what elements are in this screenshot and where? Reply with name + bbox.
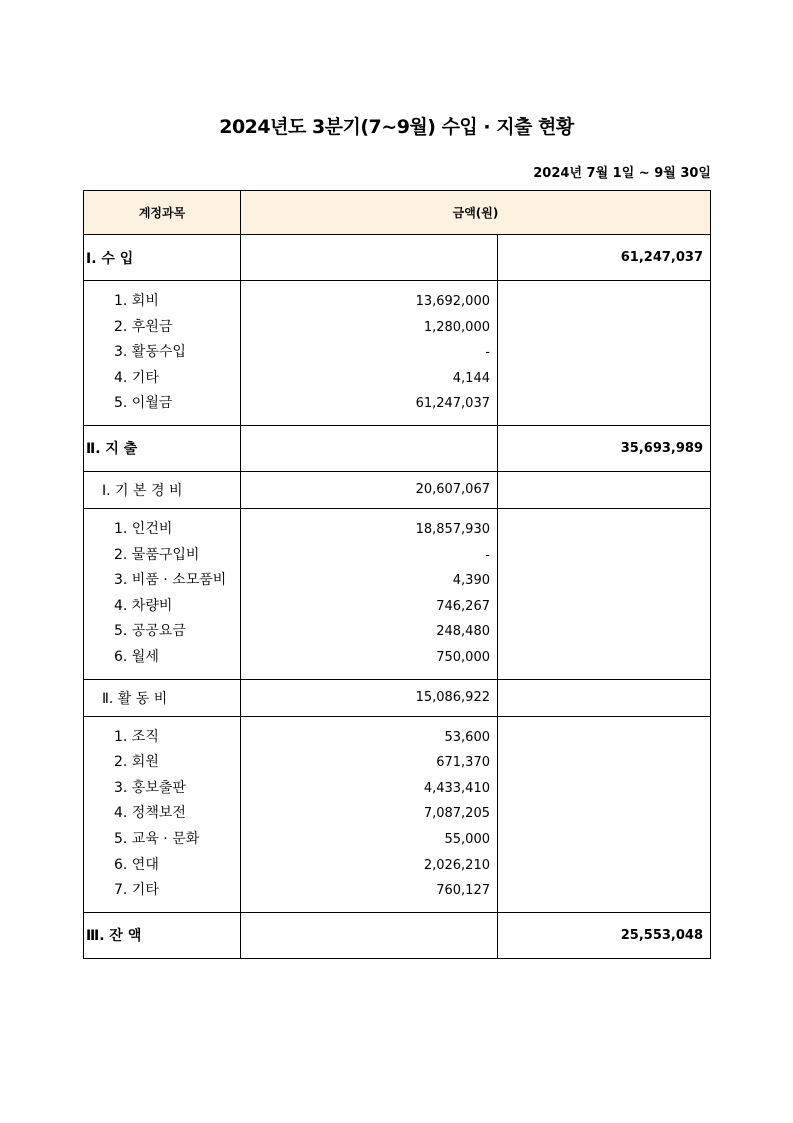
- item-amount: 4,390: [452, 573, 490, 589]
- activity-items-row: [84, 716, 711, 912]
- income-item-labels: [84, 281, 241, 426]
- list-item: 5. 교육 · 문화: [114, 830, 200, 847]
- item-amount: 4,433,410: [423, 780, 490, 796]
- basic-item-amounts: [241, 508, 498, 679]
- basic-items-row: [84, 508, 711, 679]
- item-amount: 248,480: [436, 624, 490, 640]
- list-item: 4. 차량비: [114, 597, 173, 614]
- basic-expense-row: [84, 471, 711, 508]
- activity-expense-row: [84, 679, 711, 716]
- item-amount: 53,600: [444, 729, 490, 745]
- list-item: 6. 연대: [114, 856, 159, 873]
- income-item-amounts: [241, 281, 498, 426]
- item-amount: 18,857,930: [415, 521, 490, 537]
- item-amount: 671,370: [436, 755, 490, 771]
- item-amount: -: [485, 547, 490, 563]
- report-period: 2024년 7월 1일 ~ 9월 30일: [533, 166, 711, 181]
- header-amount: 금액(원): [241, 191, 711, 235]
- activity-expense-label: Ⅱ. 활 동 비: [84, 679, 241, 716]
- list-item: 2. 물품구입비: [114, 546, 200, 563]
- item-amount: 760,127: [436, 883, 490, 899]
- list-item: 6. 월세: [114, 648, 159, 665]
- item-amount: 55,000: [444, 831, 490, 847]
- income-label: Ⅰ. 수 입: [84, 235, 241, 281]
- income-items-row: [84, 281, 711, 426]
- item-amount: 750,000: [436, 649, 490, 665]
- list-item: 7. 기타: [114, 882, 159, 899]
- expense-total: 35,693,989: [498, 425, 711, 471]
- list-item: 2. 회원: [114, 754, 159, 771]
- list-item: 4. 기타: [114, 369, 159, 386]
- income-expense-table: [83, 190, 711, 959]
- item-amount: 7,087,205: [423, 806, 490, 822]
- list-item: 3. 홍보출판: [114, 779, 186, 796]
- item-amount: 746,267: [436, 598, 490, 614]
- basic-item-labels: [84, 508, 241, 679]
- activity-item-labels: [84, 716, 241, 912]
- basic-expense-label: Ⅰ. 기 본 경 비: [84, 471, 241, 508]
- expense-row: [84, 425, 711, 471]
- activity-item-amounts: [241, 716, 498, 912]
- balance-row: [84, 912, 711, 958]
- table-header-row: [84, 191, 711, 235]
- list-item: 5. 이월금: [114, 395, 173, 412]
- list-item: 4. 정책보전: [114, 805, 186, 822]
- item-amount: 2,026,210: [423, 857, 490, 873]
- list-item: 1. 인건비: [114, 520, 173, 537]
- header-account: 계정과목: [84, 191, 241, 235]
- item-amount: 13,692,000: [415, 294, 490, 309]
- list-item: 2. 후원금: [114, 318, 173, 335]
- balance-label: Ⅲ. 잔 액: [84, 912, 241, 958]
- activity-expense-subtotal: 15,086,922: [241, 679, 498, 716]
- item-amount: 61,247,037: [415, 396, 490, 412]
- list-item: 5. 공공요금: [114, 623, 186, 640]
- list-item: 3. 활동수입: [114, 344, 186, 361]
- expense-label: Ⅱ. 지 출: [84, 425, 241, 471]
- item-amount: -: [485, 345, 490, 361]
- income-row: [84, 235, 711, 281]
- page-title: 2024년도 3분기(7~9월) 수입 · 지출 현황: [219, 116, 574, 138]
- income-total: 61,247,037: [498, 235, 711, 281]
- item-amount: 1,280,000: [423, 319, 490, 335]
- item-amount: 4,144: [452, 370, 490, 386]
- list-item: 3. 비품 · 소모품비: [114, 572, 227, 589]
- balance-total: 25,553,048: [498, 912, 711, 958]
- basic-expense-subtotal: 20,607,067: [241, 471, 498, 508]
- list-item: 1. 조직: [114, 728, 159, 745]
- list-item: 1. 회비: [114, 293, 159, 309]
